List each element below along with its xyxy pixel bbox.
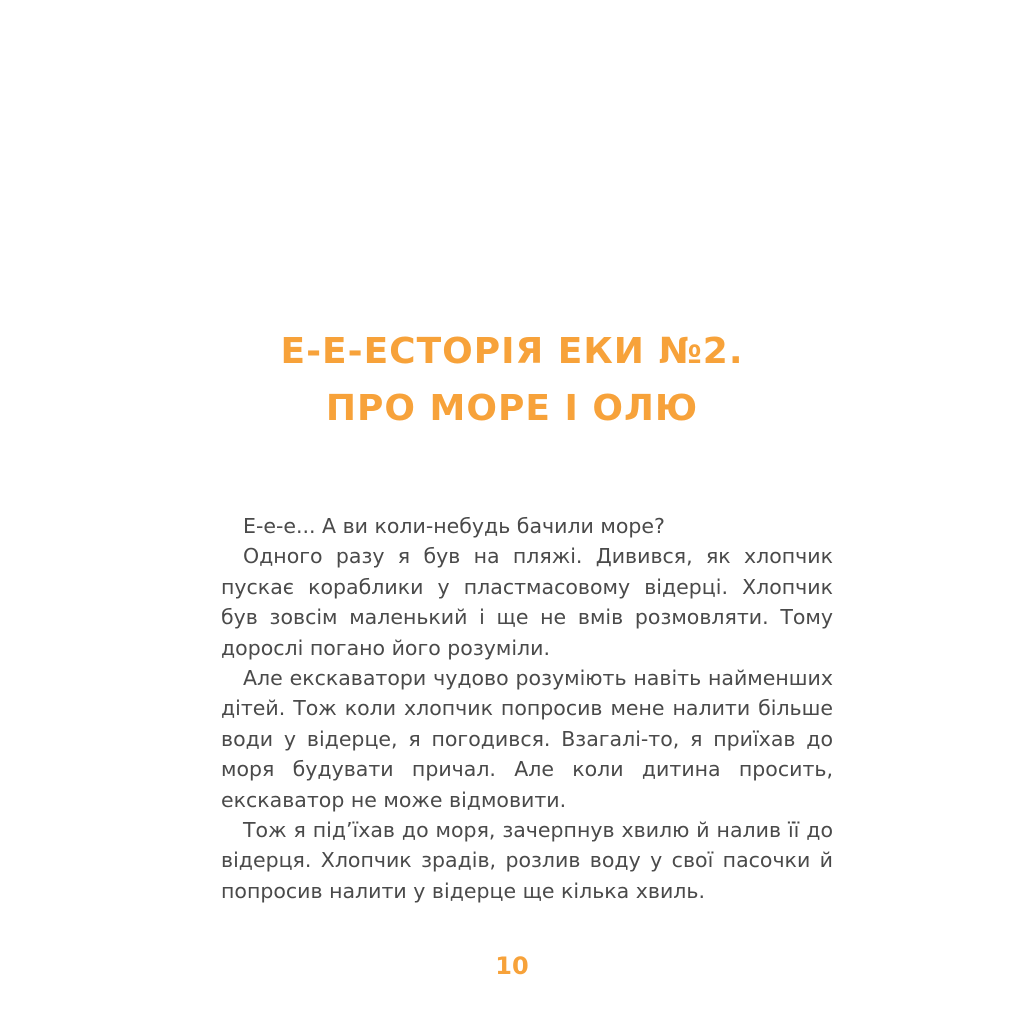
paragraph: Але екскаватори чудово розуміють навіть найменших дітей. Тож коли хлопчик попросив мене налити більше води у відерце, я погодився. Взагалі-то, я приїхав до моря будувати причал. Але коли дитина просить, екскаватор не може відмовити.: [221, 666, 833, 812]
chapter-title-line-2: ПРО МОРЕ І ОЛЮ: [325, 388, 699, 429]
paragraph: Тож я під’їхав до моря, зачерпнув хвилю й налив її до відерця. Хлопчик зрадів, розлив воду у свої пасочки й попросив налити у відерце ще кілька хвиль.: [221, 818, 833, 903]
paragraph: Е-е-е... А ви коли-небудь бачили море?: [243, 514, 665, 538]
paragraph: Одного разу я був на пляжі. Дивився, як хлопчик пускає кораблики у пластмасовому відерці. Хлопчик був зовсім маленький і ще не вмів розмовляти. Тому дорослі погано його розуміли.: [221, 544, 833, 660]
chapter-title-line-1: Е-Е-ЕСТОРІЯ ЕКИ №2.: [280, 331, 744, 372]
story-text: [221, 511, 833, 906]
page-number: 10: [495, 952, 529, 980]
